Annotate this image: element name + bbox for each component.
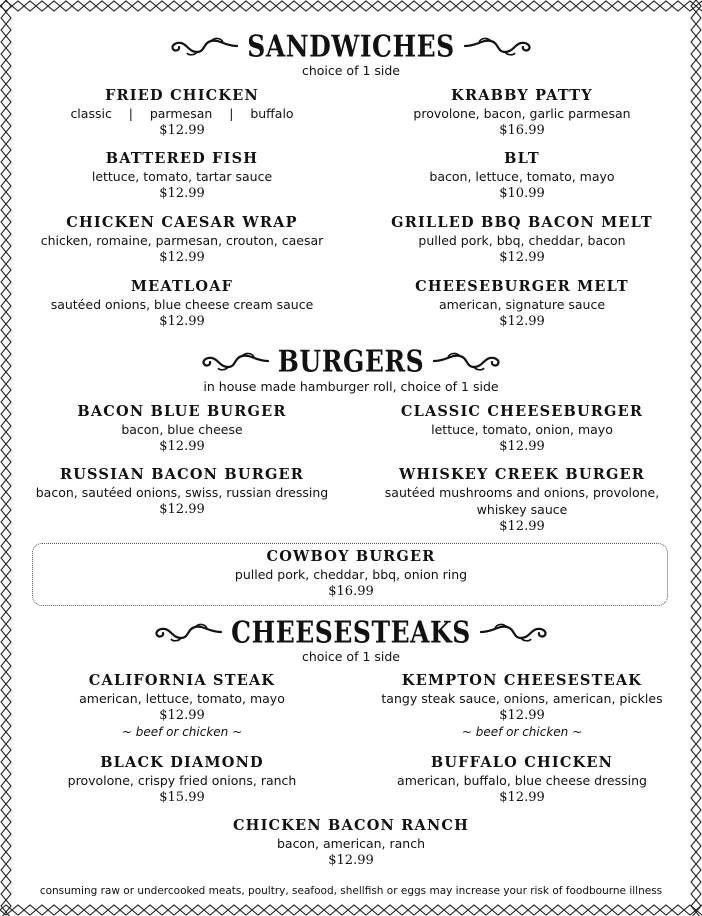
burgers-header [0, 345, 702, 377]
sandwiches-header [0, 30, 702, 62]
border-left [0, 0, 12, 916]
menu-item-russian-bacon-burger [12, 466, 352, 518]
section-title-cheesesteaks: CHEESESTEAKS [231, 614, 471, 650]
item-description: american, buffalo, blue cheese dressing [397, 773, 647, 788]
section-title-burgers: BURGERS [277, 343, 425, 379]
scroll-flourish-icon [463, 35, 535, 57]
menu-item-classic-cheeseburger [352, 403, 692, 455]
menu-item-cheeseburger-melt [352, 278, 692, 330]
scroll-flourish-icon [479, 621, 551, 643]
item-description: american, signature sauce [438, 297, 606, 312]
item-price: $16.99 [499, 123, 545, 138]
section-subtitle-sandwiches: choice of 1 side [301, 63, 400, 78]
item-option: parmesan [149, 106, 213, 121]
menu-item-chicken-bacon-ranch [12, 817, 690, 869]
item-description: pulled pork, cheddar, bbq, onion ring [234, 567, 468, 582]
item-price: $12.99 [159, 123, 205, 138]
menu-item-krabby-patty [352, 87, 692, 139]
item-option: classic [70, 106, 112, 121]
item-options [12, 105, 352, 122]
item-price: $12.99 [499, 790, 545, 805]
item-price: $12.99 [159, 708, 205, 723]
item-name: BUFFALO CHICKEN [430, 754, 614, 771]
item-name: CHEESEBURGER MELT [415, 278, 629, 295]
item-name: RUSSIAN BACON BURGER [59, 466, 305, 483]
item-option: buffalo [250, 106, 294, 121]
item-name: MEATLOAF [130, 278, 234, 295]
section-subtitle-burgers: in house made hamburger roll, choice of 1 side [203, 379, 499, 394]
section-subtitle-cheesesteaks: choice of 1 side [301, 649, 400, 664]
item-name: WHISKEY CREEK BURGER [398, 466, 646, 483]
item-price: $15.99 [159, 790, 205, 805]
item-description: sautéed mushrooms and onions, provolone, whiskey sauce [384, 485, 660, 517]
item-price: $16.99 [328, 584, 374, 599]
item-price: $12.99 [159, 250, 205, 265]
menu-item-blt [352, 150, 692, 202]
item-name: KRABBY PATTY [451, 87, 593, 104]
item-description: tangy steak sauce, onions, american, pickles [381, 691, 663, 706]
item-price: $12.99 [499, 439, 545, 454]
menu-item-grilled-bbq-bacon-melt [352, 214, 692, 266]
menu-item-bacon-blue-burger [12, 403, 352, 455]
menu-item-fried-chicken [12, 87, 352, 139]
item-description: bacon, american, ranch [276, 836, 426, 851]
menu-item-kempton-cheesesteak [352, 672, 692, 741]
item-name: GRILLED BBQ BACON MELT [391, 214, 653, 231]
item-description: pulled pork, bbq, cheddar, bacon [418, 233, 626, 248]
item-name: BACON BLUE BURGER [77, 403, 287, 420]
health-disclaimer: consuming raw or undercooked meats, poultry, seafood, shellfish or eggs may increase your risk of foodbourne illness [39, 885, 663, 897]
menu-item-cowboy-burger [12, 548, 690, 600]
scroll-flourish-icon [198, 350, 270, 372]
menu-item-california-steak [12, 672, 352, 741]
item-description: american, lettuce, tomato, mayo [79, 691, 285, 706]
menu-item-chicken-caesar-wrap [12, 214, 352, 266]
item-name: KEMPTON CHEESESTEAK [401, 672, 643, 689]
item-description: lettuce, tomato, onion, mayo [431, 422, 613, 437]
item-note: ~ beef or chicken ~ [121, 725, 243, 739]
border-bottom [0, 904, 702, 916]
menu-item-whiskey-creek-burger [352, 466, 692, 535]
cheesesteaks-header [0, 616, 702, 648]
menu-item-black-diamond [12, 754, 352, 806]
menu-item-battered-fish [12, 150, 352, 202]
item-name: CHICKEN BACON RANCH [232, 817, 470, 834]
item-note: ~ beef or chicken ~ [461, 725, 583, 739]
item-price: $12.99 [159, 439, 205, 454]
item-price: $10.99 [499, 186, 545, 201]
item-name: CLASSIC CHEESEBURGER [400, 403, 644, 420]
item-description: sautéed onions, blue cheese cream sauce [50, 297, 314, 312]
item-name: BATTERED FISH [105, 150, 259, 167]
item-description: provolone, bacon, garlic parmesan [413, 106, 631, 121]
menu-item-meatloaf [12, 278, 352, 330]
option-separator: | [128, 106, 133, 121]
item-price: $12.99 [328, 853, 374, 868]
item-price: $12.99 [159, 186, 205, 201]
item-description: bacon, blue cheese [121, 422, 243, 437]
item-name: CHICKEN CAESAR WRAP [66, 214, 298, 231]
scroll-flourish-icon [167, 35, 239, 57]
border-top [0, 0, 702, 12]
item-name: FRIED CHICKEN [105, 87, 259, 104]
scroll-flourish-icon [151, 621, 223, 643]
item-name: CALIFORNIA STEAK [88, 672, 276, 689]
menu-item-buffalo-chicken [352, 754, 692, 806]
item-price: $12.99 [499, 708, 545, 723]
item-description: chicken, romaine, parmesan, crouton, caesar [40, 233, 324, 248]
item-name: BLT [504, 150, 540, 167]
item-price: $12.99 [159, 502, 205, 517]
item-price: $12.99 [499, 250, 545, 265]
item-name: COWBOY BURGER [266, 548, 436, 565]
section-title-sandwiches: SANDWICHES [247, 28, 455, 64]
item-price: $12.99 [499, 314, 545, 329]
item-price: $12.99 [159, 314, 205, 329]
item-description: provolone, crispy fried onions, ranch [67, 773, 297, 788]
item-description: lettuce, tomato, tartar sauce [91, 169, 273, 184]
item-description: bacon, sautéed onions, swiss, russian dressing [35, 485, 329, 500]
item-price: $12.99 [499, 519, 545, 534]
item-name: BLACK DIAMOND [100, 754, 264, 771]
scroll-flourish-icon [432, 350, 504, 372]
option-separator: | [229, 106, 234, 121]
item-description: bacon, lettuce, tomato, mayo [429, 169, 615, 184]
